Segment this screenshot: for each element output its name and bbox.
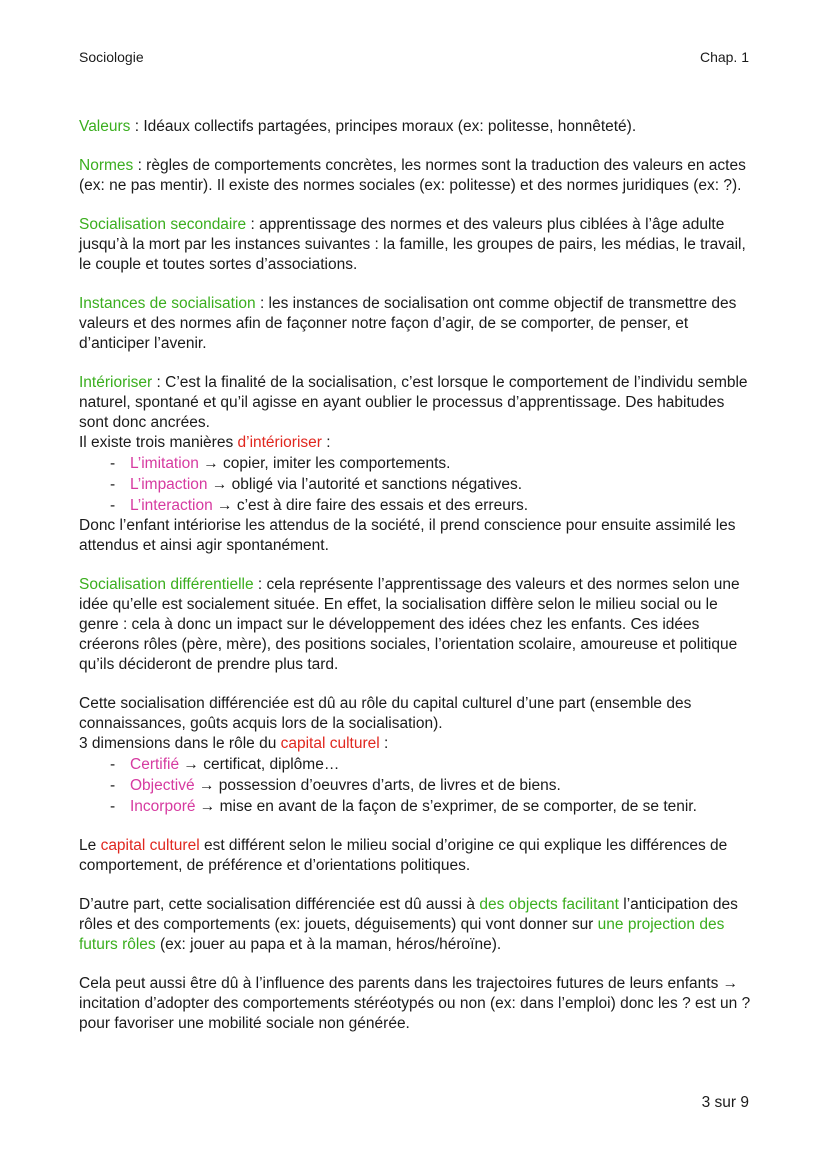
highlight: d’intérioriser — [237, 434, 322, 451]
definition-text: : cela représente l’apprentissage des valeurs et des normes selon une idée qu’elle est socialement située. En effet, la socialisation diffère selon le milieu social ou le genre : cela à donc un impact sur le développement des idées chez les enfants. Ces idées créerons rôles (père, mère), des positions sociales, l’orientation scolaire, amoureuse et politique qu’ils décideront de prendre plus tard. — [79, 576, 740, 673]
list-term: Certifié — [130, 756, 180, 773]
capital-intro: Cette socialisation différenciée est dû au rôle du capital culturel d’une part (ensemble des connaissances, goûts acquis lors de la socialisation). — [79, 695, 692, 732]
highlight: une projection des futurs rôles — [79, 916, 725, 953]
definition-text: : C’est la finalité de la socialisation, c’est lorsque le comportement de l’individu semble naturel, spontané et qu’il agisse en ayant oublier le processus d’apprentissage. Des habitudes sont donc ancrées. — [79, 374, 748, 431]
list-item — [103, 495, 751, 516]
definition-text: : apprentissage des normes et des valeurs plus ciblées à l’âge adulte jusqu’à la mort par les instances suivantes : la famille, les groupes de pairs, les médias, le travail, le couple et toutes sortes d’associations. — [79, 216, 746, 273]
header-subject: Sociologie — [79, 49, 144, 65]
highlight: capital culturel — [280, 735, 380, 752]
arrow-icon: → — [722, 975, 739, 992]
highlight: capital culturel — [100, 837, 200, 854]
arrow-icon: → — [217, 497, 233, 514]
list-item — [103, 775, 751, 796]
arrow-icon: → — [183, 756, 199, 773]
list-item — [103, 796, 751, 817]
definition-interioriser — [79, 373, 751, 433]
list-desc: copier, imiter les comportements. — [218, 455, 451, 472]
highlight: des objects facilitant — [479, 896, 619, 913]
list-item — [103, 453, 751, 474]
term: Intérioriser — [79, 374, 153, 391]
definition-socialisation-secondaire — [79, 215, 751, 275]
list-term: Incorporé — [130, 798, 196, 815]
list-item — [103, 754, 751, 775]
list-desc: obligé via l’autorité et sanctions négatives. — [227, 476, 523, 493]
parents-paragraph — [79, 974, 751, 1034]
arrow-icon: → — [198, 777, 215, 794]
list-desc: c’est à dire faire des essais et des erreurs. — [232, 497, 529, 514]
definition-valeurs — [79, 117, 751, 137]
text: est différent selon le milieu social d’origine ce qui explique les différences de comportement, de préférence et d’orientations politiques. — [79, 837, 728, 874]
definition-socialisation-differentielle — [79, 575, 751, 675]
definition-instances — [79, 294, 751, 354]
header-chapter: Chap. 1 — [699, 49, 749, 65]
definition-text: : règles de comportements concrètes, les normes sont la traduction des valeurs en actes (ex: ne pas mentir). Il existe des normes sociales (ex: politesse) et des normes juridiques (ex: ?). — [79, 157, 746, 194]
term: Valeurs — [79, 118, 131, 135]
intro-text: 3 dimensions dans le rôle du — [79, 735, 281, 752]
term: Instances de socialisation — [79, 295, 256, 312]
page-number: 3 sur 9 — [701, 1094, 749, 1111]
document-body — [79, 117, 751, 1053]
text: l’anticipation des rôles et des comportements (ex: jouets, déguisements) qui vont donner sur — [79, 896, 738, 933]
term: Socialisation différentielle — [79, 576, 254, 593]
capital-difference — [79, 836, 751, 876]
list-term: L’imitation — [130, 455, 199, 472]
list-term: Objectivé — [130, 777, 195, 794]
text: D’autre part, cette socialisation différenciée est dû aussi à — [79, 896, 480, 913]
list-term: L’impaction — [130, 476, 208, 493]
intro-text: : — [321, 434, 331, 451]
interioriser-list — [79, 453, 751, 516]
definition-text: : Idéaux collectifs partagées, principes moraux (ex: politesse, honnêteté). — [130, 118, 637, 135]
term: Normes — [79, 157, 134, 174]
text: Cela peut aussi être dû à l’influence des parents dans les trajectoires futures de leurs enfants — [79, 975, 723, 992]
capital-dimensions-intro — [79, 734, 751, 754]
list-item — [103, 474, 751, 495]
definition-normes — [79, 156, 751, 196]
list-term: L’interaction — [130, 497, 213, 514]
text: (ex: jouer au papa et à la maman, héros/héroïne). — [155, 936, 502, 953]
text: incitation d’adopter des comportements stéréotypés ou non (ex: dans l’emploi) donc les ? est un ? pour favoriser une mobilité sociale non générée. — [79, 995, 751, 1032]
objets-paragraph — [79, 895, 751, 955]
list-desc: certificat, diplôme… — [198, 756, 340, 773]
term: Socialisation secondaire — [79, 216, 247, 233]
arrow-icon: → — [211, 476, 228, 493]
interioriser-intro — [79, 433, 751, 453]
definition-text: : les instances de socialisation ont comme objectif de transmettre des valeurs et des normes afin de façonner notre façon d’agir, de se comporter, de penser, et d’anticiper l’avenir. — [79, 295, 737, 352]
intro-text: : — [379, 735, 389, 752]
interioriser-conclusion: Donc l’enfant intériorise les attendus de la société, il prend conscience pour ensuite assimilé les attendus et ainsi agir spontanément. — [79, 517, 736, 554]
arrow-icon: → — [203, 455, 219, 472]
arrow-icon: → — [199, 798, 216, 815]
list-desc: possession d’oeuvres d’arts, de livres et de biens. — [214, 777, 561, 794]
capital-list — [79, 754, 751, 817]
intro-text: Il existe trois manières — [79, 434, 238, 451]
list-desc: mise en avant de la façon de s’exprimer, de se comporter, de se tenir. — [215, 798, 697, 815]
text: Le — [79, 837, 101, 854]
